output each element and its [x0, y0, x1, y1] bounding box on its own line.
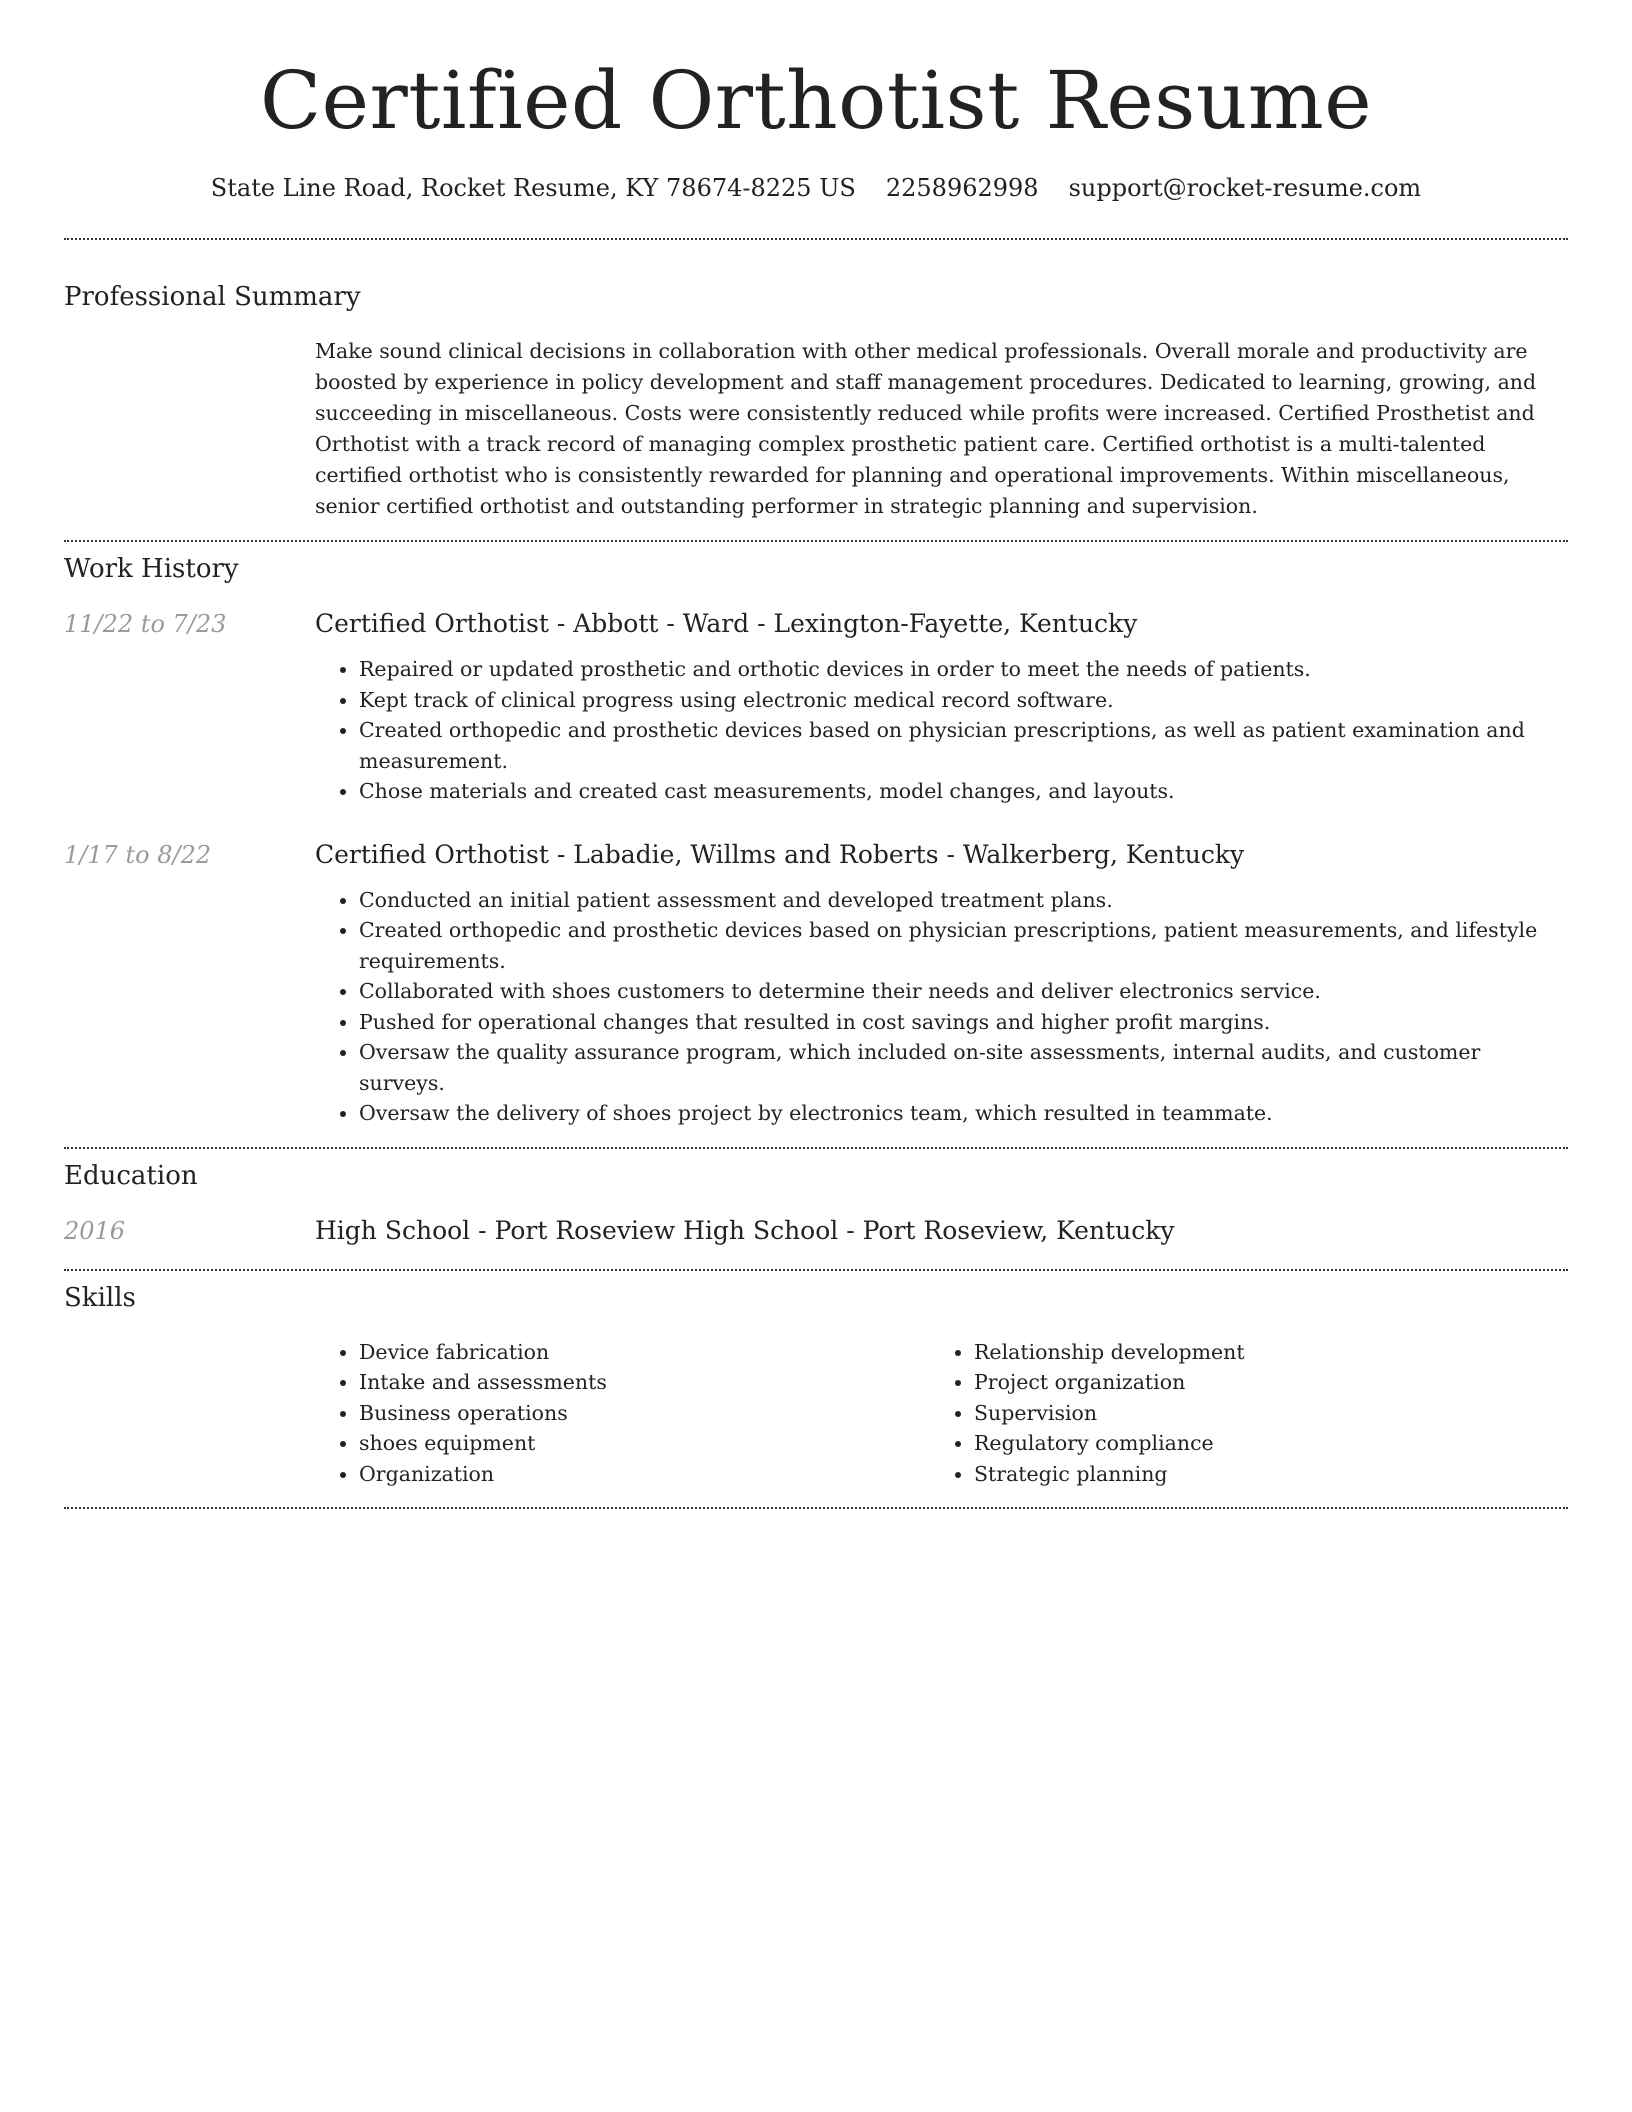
job-dates: 11/22 to 7/23: [64, 610, 227, 638]
divider: [64, 238, 1568, 240]
job-bullet: • Kept track of clinical progress using electronic medical record software.: [359, 685, 1568, 716]
divider: [64, 1147, 1568, 1149]
skill-item: • Relationship development: [974, 1337, 1568, 1368]
contact-address: State Line Road, Rocket Resume, KY 78674-8225 US: [210, 174, 856, 202]
skills-column-right: [930, 1337, 1568, 1490]
job-bullet: • Collaborated with shoes customers to determine their needs and deliver electronics service.: [359, 976, 1568, 1007]
divider: [64, 1507, 1568, 1509]
job-bullet: • Repaired or updated prosthetic and orthotic devices in order to meet the needs of patients.: [359, 654, 1568, 685]
education-entry: [64, 1215, 1568, 1247]
job-heading: [315, 839, 1568, 871]
skill-item: • Business operations: [359, 1398, 930, 1429]
contact-phone: 2258962998: [885, 174, 1039, 202]
education-date: 2016: [64, 1216, 126, 1245]
section-title-summary: Professional Summary: [64, 282, 361, 312]
divider: [64, 1269, 1568, 1271]
resume-title: Certified Orthotist Resume: [259, 54, 1373, 147]
job-bullet: • Created orthopedic and prosthetic devices based on physician prescriptions, as well as patient examination and measurement.: [359, 715, 1568, 776]
job-employer: - Abbott - Ward - Lexington-Fayette, Kentucky: [548, 609, 1138, 638]
job-heading: [315, 608, 1568, 640]
job-bullet: • Created orthopedic and prosthetic devices based on physician prescriptions, patient measurements, and lifestyle requirements.: [359, 915, 1568, 976]
job-bullet: • Chose materials and created cast measurements, model changes, and layouts.: [359, 776, 1568, 807]
job-body: [315, 839, 1568, 1129]
skills-column-left: [315, 1337, 930, 1490]
skills-list: [315, 1337, 1568, 1490]
section-title-skills: Skills: [64, 1282, 136, 1313]
skill-item: • Organization: [359, 1459, 930, 1490]
job-employer: - Labadie, Willms and Roberts - Walkerberg, Kentucky: [548, 839, 1245, 869]
skill-item: • Device fabrication: [359, 1337, 930, 1368]
job-body: [315, 608, 1568, 807]
contact-email[interactable]: support@rocket-resume.com: [1068, 174, 1422, 202]
job-bullets: [315, 885, 1568, 1129]
education-degree: High School: [315, 1215, 471, 1245]
job-bullet: • Pushed for operational changes that resulted in cost savings and higher profit margins.: [359, 1007, 1568, 1038]
job-bullets: [315, 654, 1568, 807]
summary-text: Make sound clinical decisions in collaboration with other medical professionals. Overall morale and productivity are boosted by experience in policy development and staff management procedures. Dedicated to learning, growing, and succeeding in miscellaneous. Costs were consistently reduced while profits were increased. Certified Prosthetist and Orthotist with a track record of managing complex prosthetic patient care. Certified orthotist is a multi-talented certified orthotist who is consistently rewarded for planning and operational improvements. Within miscellaneous, senior certified orthotist and outstanding performer in strategic planning and supervision.: [315, 339, 1537, 518]
job-bullet: • Oversaw the quality assurance program, which included on-site assessments, internal audits, and customer surveys.: [359, 1037, 1568, 1098]
skill-item: • Regulatory compliance: [974, 1428, 1568, 1459]
job-bullet: • Oversaw the delivery of shoes project by electronics team, which resulted in teammate.: [359, 1098, 1568, 1129]
divider: [64, 540, 1568, 542]
skill-item: • Strategic planning: [974, 1459, 1568, 1490]
skill-item: • Supervision: [974, 1398, 1568, 1429]
section-title-education: Education: [64, 1160, 198, 1191]
section-title-work-history: Work History: [64, 554, 239, 584]
job-entry: [64, 608, 1568, 807]
job-bullet: • Conducted an initial patient assessment and developed treatment plans.: [359, 885, 1568, 916]
job-role: Certified Orthotist: [315, 609, 549, 638]
education-heading: [315, 1215, 1568, 1247]
contact-line: [64, 172, 1568, 204]
skill-item: • shoes equipment: [359, 1428, 930, 1459]
job-dates: 1/17 to 8/22: [64, 840, 212, 869]
job-entry: [64, 839, 1568, 1129]
skill-item: • Intake and assessments: [359, 1367, 930, 1398]
education-school: - Port Roseview High School - Port Roseview, Kentucky: [470, 1215, 1175, 1245]
skill-item: • Project organization: [974, 1367, 1568, 1398]
education-body: [315, 1215, 1568, 1247]
job-role: Certified Orthotist: [315, 839, 549, 869]
